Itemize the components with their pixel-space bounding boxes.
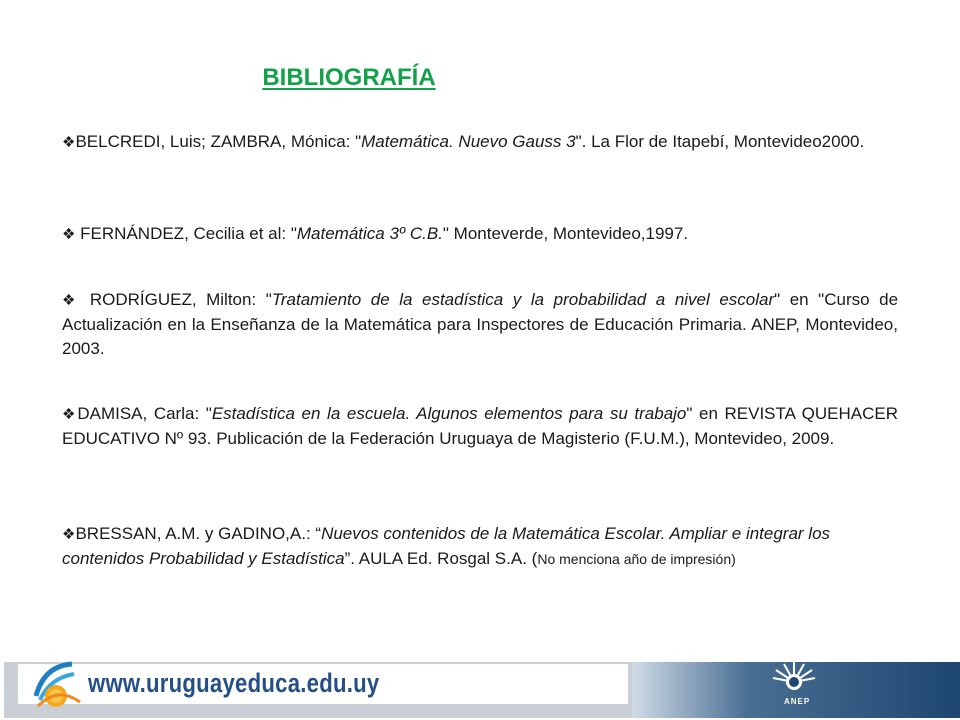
diamond-star-bullet-icon: ❖ — [62, 292, 81, 309]
bibliography-entry — [62, 288, 898, 361]
entry-text: FERNÁNDEZ, Cecilia et al: " — [75, 224, 297, 243]
entry-text: " Monteverde, Montevideo,1997. — [442, 224, 689, 243]
diamond-star-bullet-icon: ❖ — [62, 134, 76, 151]
entry-note: No menciona año de impresión) — [537, 551, 736, 567]
entry-text: RODRÍGUEZ, Milton: " — [80, 290, 272, 309]
entry-text: " en "Curso de Actualización en la Enseñanza de la Matemática para Inspectores de Educación Primaria. ANEP, Montevideo, 2003. — [62, 290, 899, 358]
diamond-star-bullet-icon: ❖ — [62, 226, 76, 243]
entry-text: ". La Flor de Itapebí, Montevideo2000. — [575, 132, 865, 151]
bibliography-entry — [62, 222, 688, 247]
bibliography-entry — [62, 402, 898, 451]
entry-text: BRESSAN, A.M. y GADINO,A.: “ — [75, 524, 322, 543]
footer-banner — [0, 654, 960, 720]
uruguayeduca-sun-logo-icon — [30, 656, 86, 712]
entry-title: Tratamiento de la estadística y la probabilidad a nivel escolar — [271, 290, 775, 309]
entry-title: Matemática. Nuevo Gauss 3 — [361, 132, 576, 151]
entry-title: Nuevos contenidos de la Matemática Escolar. Ampliar e integrar los contenidos Probabilidad y Estadística — [62, 524, 831, 568]
footer-url[interactable]: www.uruguayeduca.edu.uy — [88, 668, 380, 698]
entry-text: " en REVISTA QUEHACER EDUCATIVO Nº 93. Publicación de la Federación Uruguaya de Magisterio (F.U.M.), Montevideo, 2009. — [62, 404, 898, 448]
page-title: BIBLIOGRAFÍA — [262, 64, 436, 91]
entry-title: Estadística en la escuela. Algunos elementos para su trabajo — [211, 404, 687, 423]
diamond-star-bullet-icon: ❖ — [62, 406, 78, 423]
anep-sun-logo-icon — [770, 658, 818, 698]
title-container — [0, 64, 698, 92]
entry-text: BELCREDI, Luis; ZAMBRA, Mónica: " — [75, 132, 362, 151]
entry-text: DAMISA, Carla: " — [77, 404, 212, 423]
bibliography-entry — [62, 522, 898, 571]
bibliography-entry — [62, 130, 864, 155]
entry-text: ”. AULA Ed. Rosgal S.A. ( — [344, 549, 538, 568]
entry-title: Matemática 3º C.B. — [296, 224, 443, 243]
anep-label: ANEP — [784, 697, 811, 706]
diamond-star-bullet-icon: ❖ — [62, 526, 76, 543]
